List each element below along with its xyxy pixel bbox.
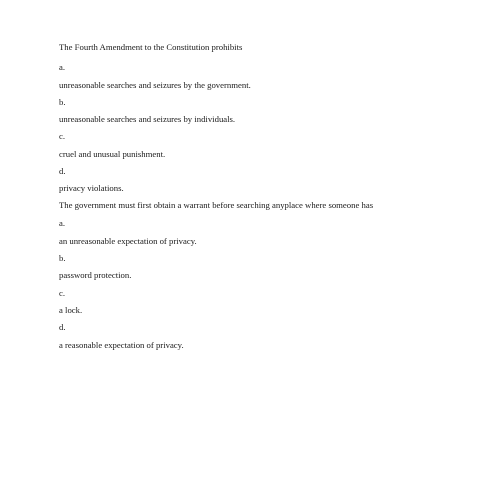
question-2-option-d-letter: d. [59, 322, 66, 332]
question-2-option-a-letter: a. [59, 218, 66, 228]
question-2-stem: The government must first obtain a warrant before searching anyplace where someone has [59, 200, 374, 210]
question-1-option-d-letter: d. [59, 166, 66, 176]
question-2-option-c-letter: c. [59, 288, 66, 298]
question-2-option-b-text: password protection. [59, 270, 132, 280]
question-1-option-b-letter: b. [59, 97, 66, 107]
question-1-option-b-text: unreasonable searches and seizures by individuals. [59, 114, 236, 124]
question-1-option-a-letter: a. [59, 62, 66, 72]
question-2-option-a-text: an unreasonable expectation of privacy. [59, 236, 197, 246]
question-2-option-b-letter: b. [59, 253, 66, 263]
question-1-stem: The Fourth Amendment to the Constitution prohibits [59, 42, 243, 52]
question-1-option-d-text: privacy violations. [59, 183, 124, 193]
question-1-option-c-letter: c. [59, 131, 66, 141]
question-2-option-c-text: a lock. [59, 305, 83, 315]
question-2-option-d-text: a reasonable expectation of privacy. [59, 340, 184, 350]
question-1-option-c-text: cruel and unusual punishment. [59, 149, 166, 159]
question-1-option-a-text: unreasonable searches and seizures by the government. [59, 80, 251, 90]
